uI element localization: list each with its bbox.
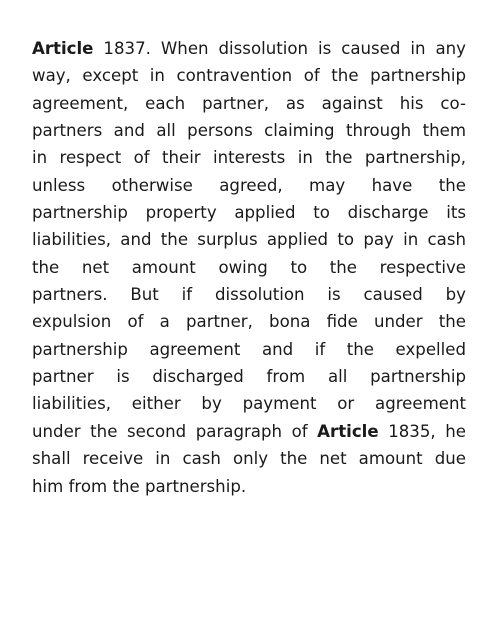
text-run: in respect of their interests in the partnership, <box>32 148 466 168</box>
text-run: partners and all persons claiming through them <box>32 121 466 141</box>
article-label: Article <box>32 39 94 58</box>
text-run: the net amount owing to the respective <box>32 257 466 277</box>
paragraph-line <box>32 35 466 62</box>
paragraph-line <box>32 199 466 226</box>
text-run: 1837. When dissolution is caused in any <box>93 39 466 58</box>
text-run: liabilities, and the surplus applied to pay in cash <box>32 230 466 250</box>
paragraph-line <box>32 226 466 253</box>
text-run: partnership agreement and if the expelled <box>32 339 466 359</box>
paragraph-line <box>32 390 466 417</box>
paragraph-line <box>32 117 466 144</box>
paragraph-line <box>32 172 466 199</box>
text-run: liabilities, either by payment or agreement <box>32 394 466 414</box>
paragraph-line <box>32 144 466 171</box>
text-run: expulsion of a partner, bona fide under the <box>32 312 466 332</box>
text-run: way, except in contravention of the partnership <box>32 66 466 86</box>
text-run: 1835, he <box>378 421 466 441</box>
text-run: partnership property applied to discharge its <box>32 203 466 223</box>
text-run: shall receive in cash only the net amount due <box>32 449 466 469</box>
paragraph-line <box>32 445 466 472</box>
paragraph-line <box>32 62 466 89</box>
article-paragraph <box>32 35 466 500</box>
paragraph-line <box>32 363 466 390</box>
text-run: partners. But if dissolution is caused by <box>32 285 466 305</box>
paragraph-line <box>32 281 466 308</box>
paragraph-line <box>32 418 466 445</box>
paragraph-line <box>32 473 466 500</box>
text-run: unless otherwise agreed, may have the <box>32 175 466 195</box>
paragraph-line <box>32 90 466 117</box>
paragraph-line <box>32 308 466 335</box>
text-run: him from the partnership. <box>32 476 247 496</box>
text-run: under the second paragraph of <box>32 421 318 441</box>
article-label: Article <box>317 421 379 441</box>
text-run: agreement, each partner, as against his co- <box>32 93 466 113</box>
text-run: partner is discharged from all partnership <box>32 367 466 387</box>
paragraph-line <box>32 254 466 281</box>
paragraph-line <box>32 336 466 363</box>
